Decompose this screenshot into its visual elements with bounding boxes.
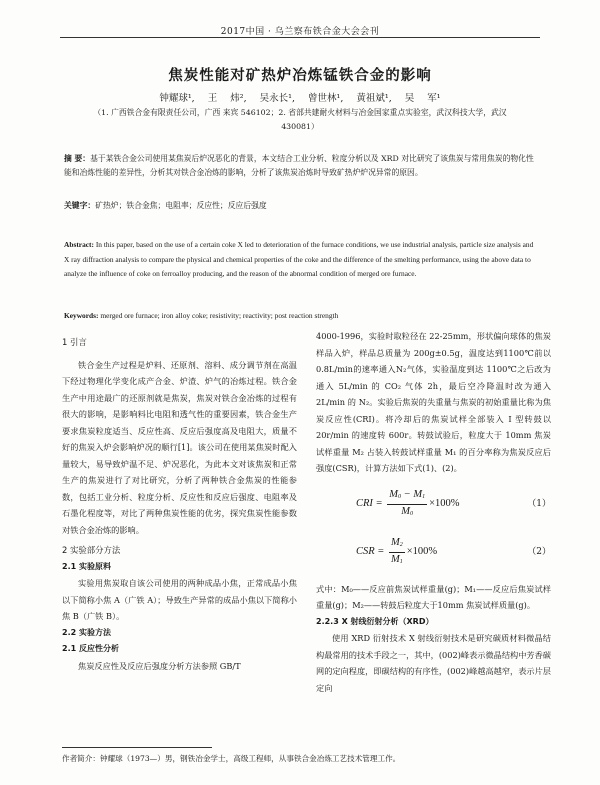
formula-1-number: （1） (527, 499, 551, 510)
author-6: 吴 军¹ (404, 93, 441, 104)
reactivity-paragraph: 焦炭反应性及反应后强度分析方法参照 GB/T (78, 660, 241, 671)
abstract-cn-text: 基于某铁合金公司使用某焦炭后炉况恶化的背景，本文结合工业分析、粒度分析以及 XRD 对比研究了该焦炭与常用焦炭的物化性能和冶炼性能的差异性，分析其对铁合金冶炼的影响，分析了该焦炭冶炼时导致矿热炉炉况异常的原因。 (64, 154, 534, 178)
keywords-cn-label: 关键字： (64, 201, 96, 210)
author-2: 王 炜², (207, 93, 247, 104)
variables-paragraph: 式中：M₀——反应前焦炭试样重量(g)；M₁——反应后焦炭试样重量(g)；M₂——转鼓后粒度大于10mm 焦炭试样质量(g)。 (316, 583, 551, 610)
method-paragraph: 4000-1996，实验时取粒径在 22-25mm，形状偏向球体的焦炭样品入炉，样品总质量为 200g±0.5g，温度达到1100℃前以0.8L/min的速率通入N₂气体，实验温度到达 1100℃之后改为通入 5L/min 的 CO₂ 气体 2h，最后空冷降温时改为通入 2L/min 的 N₂。实验后焦炭的失重量与焦炭的初始重量比称为焦炭反应性(CRI)。将冷却后的焦炭试样全部装入 I 型转鼓以 20r/min 的速度转 600r。转鼓试验后，粒度大于 10mm 焦炭试样重量 M₂ 占装入转鼓试样重量 M₁ 的百分率称为焦炭反应后强度(CSR)，计算方法如下式(1)、(2)。 (316, 331, 551, 473)
keywords-en (64, 311, 538, 320)
author-5: 黄祖斌¹, (356, 93, 392, 104)
abstract-cn-label: 摘 要： (64, 154, 91, 163)
materials-paragraph: 实验用焦炭取自该公司使用的两种成品小焦，正常成品小焦以下简称小焦 A（广铁 A）；导致生产异常的成品小焦以下简称小焦 B（广铁 B）。 (62, 578, 297, 621)
author-3: 吴永长¹, (259, 93, 295, 104)
keywords-en-text: merged ore furnace; iron alloy coke; resistivity; reactivity; post reaction strength (100, 311, 339, 320)
author-footnote: 作者简介：钟耀球（1973—）男，钢铁冶金学士，高级工程师，从事铁合金冶炼工艺技术管理工作。 (62, 754, 401, 763)
right-column (316, 328, 551, 696)
keywords-cn-text: 矿热炉；铁合金焦；电阻率；反应性；反应后强度 (95, 201, 267, 210)
abstract-en-text: In this paper, based on the use of a certain coke X led to deterioration of the furnace conditions, we use industrial analysis, particle size analysis and X ray diffraction analysis to compare the physical and chemical properties of the coke and the difference of the smelting performance, using the above data to analyze the influence of coke on ferroalloy producing, and the reason of the abnormal condition of merged ore furnace. (64, 240, 534, 278)
formula-2 (316, 533, 551, 573)
xrd-paragraph: 使用 XRD 衍射技术 X 射线衍射技术是研究碳质材料微晶结构最常用的技术手段之一，其中，(002)峰表示微晶结构中芳香碳网的定向程度，即碳结构的有序性，(002)峰越高越窄，表示片层定向 (316, 633, 551, 693)
keywords-en-label: Keywords: (64, 311, 99, 320)
author-list (0, 90, 600, 104)
formula-1-expression: CRI = $\frac{M0 - M1}{M0}$ ×100% (356, 489, 460, 517)
abstract-en-label: Abstract: (64, 240, 94, 249)
footnote-rule (62, 747, 212, 748)
formula-1 (316, 485, 551, 525)
paper-title: 焦炭性能对矿热炉冶炼锰铁合金的影响 (168, 68, 432, 84)
section-2-2-heading: 2.2 实验方法 (62, 627, 111, 637)
left-column (62, 328, 297, 674)
section-2-heading: 2 实验部分方法 (62, 545, 121, 555)
abstract-en (64, 238, 538, 282)
section-2-1-heading: 2.1 实验原料 (62, 561, 111, 571)
author-1: 钟耀球¹, (159, 93, 195, 104)
journal-header: 2017中国 · 乌兰察布铁合金大会会刊 (220, 27, 380, 37)
affiliation: （1. 广西铁合金有限责任公司，广西 来宾 546102；2. 省部共建耐火材料与冶金国家重点实验室，武汉科技大学，武汉 430081） (93, 108, 507, 131)
section-2-2-3-heading: 2.2.3 X 射线衍射分析（XRD） (316, 616, 434, 626)
author-4: 曾世林¹, (308, 93, 344, 104)
abstract-cn (64, 152, 538, 180)
keywords-cn (64, 200, 538, 211)
section-2-2-1-heading: 2.1 反应性分析 (62, 644, 119, 653)
formula-2-expression: CSR = $\frac{M2}{M1}$ ×100% (356, 537, 438, 565)
section-1-heading: 1 引言 (62, 337, 87, 347)
formula-2-number: （2） (527, 547, 551, 558)
intro-paragraph: 铁合金生产过程是炉料、还原剂、溶料、成分调节剂在高温下经过物理化学变化成产合金、炉渣、炉气的冶炼过程。铁合金生产中用途最广的还原剂就是焦炭，焦炭对铁合金冶炼的过程有很大的影响，是影响料比电阻和透气性的重要因素，铁合金生产要求焦炭粒度适当、反应性高、反应后强度高及电阻大，质量不好的焦炭入炉会影响炉况的顺行[1]。该公司在使用某焦炭时配入量较大，易导致炉温不足、炉况恶化，为此本文对该焦炭和正常生产的焦炭进行了对比研究，分析了两种铁合金焦炭的性能参数，包括工业分析、粒度分析、反应性和反应后强度、电阻率及石墨化程度等，对比了两种焦炭性能的优劣，探究焦炭性能参数对铁合金冶炼的影响。 (62, 359, 297, 535)
header-rule (60, 37, 540, 38)
